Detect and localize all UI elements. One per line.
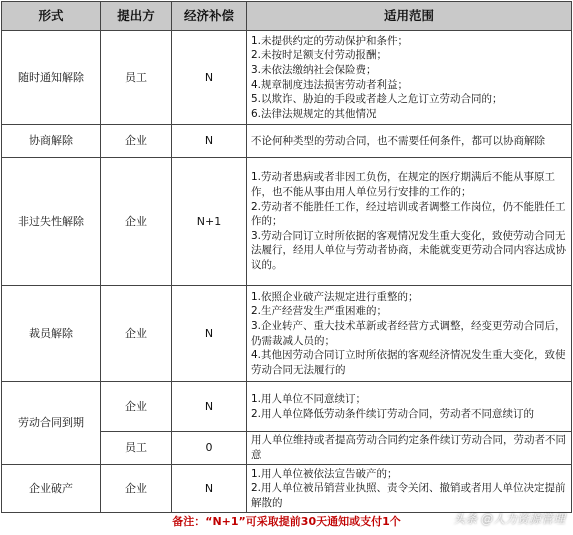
header-row xyxy=(2,2,572,31)
scope-line: 2.用人单位被吊销营业执照、责令关闭、撤销或者用人单位决定提前解散的 xyxy=(251,482,566,509)
header-party: 提出方 xyxy=(101,2,172,31)
scope-line: 用人单位维持或者提高劳动合同约定条件续订劳动合同，劳动者不同意 xyxy=(251,434,566,461)
cell-compensation: N+1 xyxy=(172,158,247,286)
cell-scope xyxy=(247,158,572,286)
scope-line: 不论何种类型的劳动合同，也不需要任何条件，都可以协商解除 xyxy=(251,134,545,147)
header-compensation: 经济补偿 xyxy=(172,2,247,31)
scope-line: 2.劳动者不能胜任工作，经过培训或者调整工作岗位，仍不能胜任工作的； xyxy=(251,200,566,228)
table-row xyxy=(2,125,572,158)
scope-line: 5.以欺诈、胁迫的手段或者趁人之危订立劳动合同的； xyxy=(251,93,503,106)
cell-compensation: N xyxy=(172,286,247,382)
scope-line: 3.未依法缴纳社会保险费； xyxy=(251,63,377,76)
cell-party: 企业 xyxy=(101,158,172,286)
cell-party: 企业 xyxy=(101,465,172,513)
cell-party: 企业 xyxy=(101,125,172,158)
table-row xyxy=(2,465,572,513)
cell-party: 员工 xyxy=(101,31,172,125)
cell-scope xyxy=(247,31,572,125)
scope-line: 1.未提供约定的劳动保护和条件； xyxy=(251,34,409,47)
cell-scope xyxy=(247,382,572,432)
cell-compensation: N xyxy=(172,382,247,432)
cell-form: 劳动合同到期 xyxy=(2,382,101,465)
cell-scope xyxy=(247,125,572,158)
cell-party: 企业 xyxy=(101,382,172,432)
scope-line: 2.生产经营发生严重困难的； xyxy=(251,305,388,318)
footnote: 备注：“N+1”可采取提前30天通知或支付1个 xyxy=(172,515,401,528)
table-row xyxy=(2,158,572,286)
scope-line: 3.劳动合同订立时所依据的客观情况发生重大变化，致使劳动合同无法履行，经用人单位与劳动者协商，未能就变更劳动合同内容达成协议的。 xyxy=(251,229,566,271)
cell-form: 裁员解除 xyxy=(2,286,101,382)
table-row xyxy=(2,31,572,125)
cell-form: 企业破产 xyxy=(2,465,101,513)
scope-line: 2.未按时足额支付劳动报酬； xyxy=(251,49,388,62)
cell-form: 随时通知解除 xyxy=(2,31,101,125)
cell-scope xyxy=(247,432,572,465)
watermark: 头条 @人力资源管理 xyxy=(453,512,565,526)
cell-scope xyxy=(247,286,572,382)
scope-line: 4.其他因劳动合同订立时所依据的客观经济情况发生重大变化，致使劳动合同无法履行的 xyxy=(251,349,566,376)
scope-line: 6.法律法规规定的其他情况 xyxy=(251,107,377,120)
scope-line: 1.用人单位不同意续订； xyxy=(251,392,367,405)
cell-party: 企业 xyxy=(101,286,172,382)
cell-compensation: N xyxy=(172,125,247,158)
cell-form: 协商解除 xyxy=(2,125,101,158)
scope-line: 2.用人单位降低劳动条件续订劳动合同，劳动者不同意续订的 xyxy=(251,407,535,420)
scope-line: 3.企业转产、重大技术革新或者经营方式调整，经变更劳动合同后，仍需裁减人员的； xyxy=(251,319,566,347)
header-form: 形式 xyxy=(2,2,101,31)
termination-table xyxy=(1,1,572,513)
scope-line: 1.用人单位被依法宣告破产的； xyxy=(251,467,398,480)
cell-form: 非过失性解除 xyxy=(2,158,101,286)
cell-scope xyxy=(247,465,572,513)
header-scope: 适用范围 xyxy=(247,2,572,31)
scope-line: 1.劳动者患病或者非因工负伤，在规定的医疗期满后不能从事原工作，也不能从事由用人单位另行安排的工作的； xyxy=(251,171,556,199)
cell-compensation: N xyxy=(172,31,247,125)
table-row xyxy=(2,286,572,382)
scope-line: 4.规章制度违法损害劳动者利益； xyxy=(251,78,409,91)
cell-party: 员工 xyxy=(101,432,172,465)
scope-line: 1.依照企业破产法规定进行重整的； xyxy=(251,290,419,303)
table-row xyxy=(2,382,572,432)
cell-compensation: 0 xyxy=(172,432,247,465)
cell-compensation: N xyxy=(172,465,247,513)
